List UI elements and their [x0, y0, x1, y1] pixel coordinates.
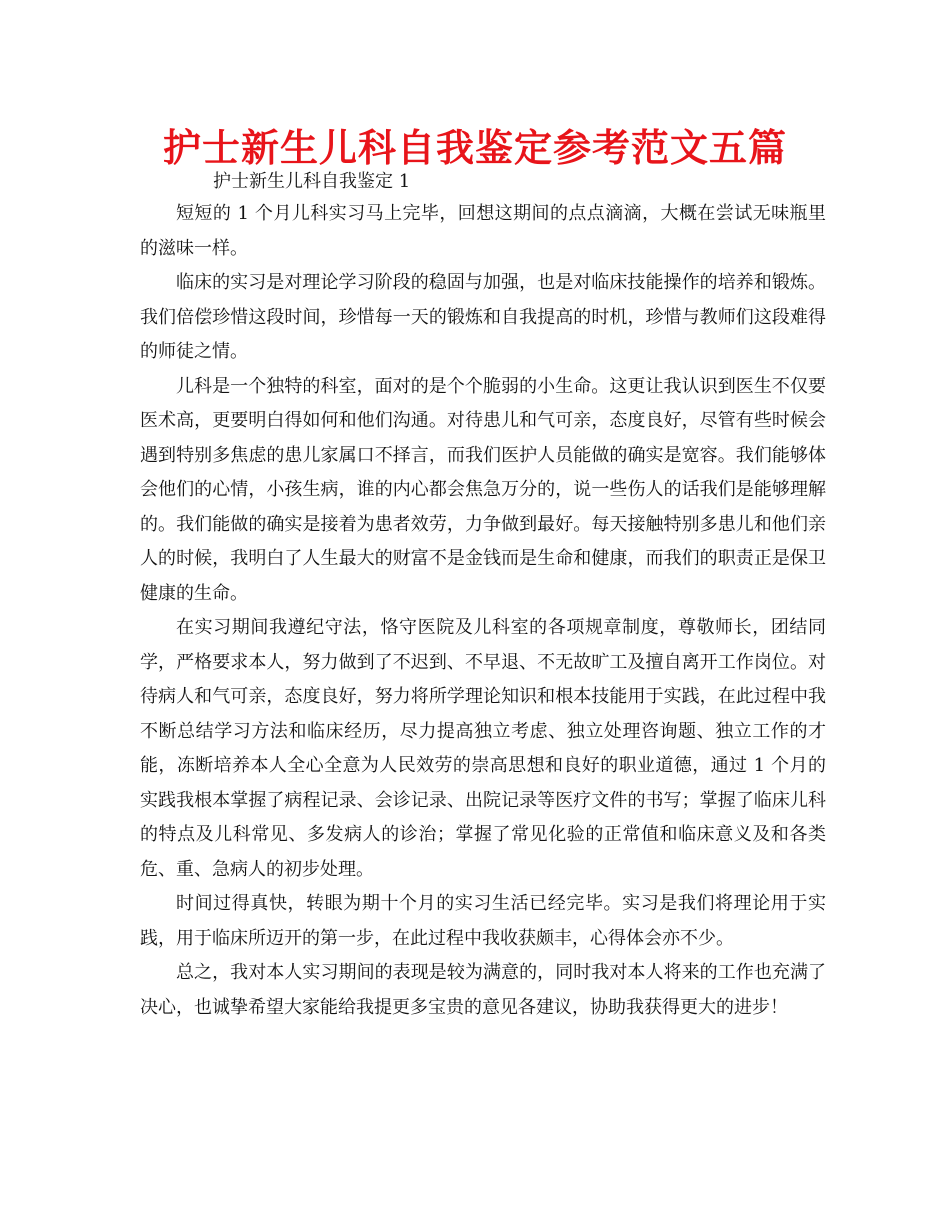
- section-heading: 护士新生儿科自我鉴定 1: [213, 171, 411, 192]
- paragraph-2: 临床的实习是对理论学习阶段的稳固与加强，也是对临床技能操作的培养和锻炼。我们倍偿珍惜这段时间，珍惜每一天的锻炼和自我提高的时机，珍惜与教师们这段难得的师徒之情。: [140, 272, 826, 362]
- paragraph-6: 总之，我对本人实习期间的表现是较为满意的，同时我对本人将来的工作也充满了决心，也诚挚希望大家能给我提更多宝贵的意见各建议，协助我获得更大的进步！: [140, 962, 826, 1018]
- paragraph-1: 短短的 1 个月儿科实习马上完毕，回想这期间的点点滴滴，大概在尝试无味瓶里的滋味一样。: [140, 203, 826, 259]
- paragraph-4: 在实习期间我遵纪守法，恪守医院及儿科室的各项规章制度，尊敬师长，团结同学，严格要求本人，努力做到了不迟到、不早退、不无故旷工及擅自离开工作岗位。对待病人和气可亲，态度良好，努力将所学理论知识和根本技能用于实践，在此过程中我不断总结学习方法和临床经历，尽力提高独立考虑、独立处理咨询题、独立工作的才能，冻断培养本人全心全意为人民效劳的崇高思想和良好的职业道德，通过 1 个月的实践我根本掌握了病程记录、会诊记录、出院记录等医疗文件的书写；掌握了临床儿科的特点及儿科常见、多发病人的诊治；掌握了常见化验的正常值和临床意义及和各类危、重、急病人的初步处理。: [140, 617, 826, 880]
- document-title: 护士新生儿科自我鉴定参考范文五篇: [162, 126, 787, 170]
- paragraph-3: 儿科是一个独特的科室，面对的是个个脆弱的小生命。这更让我认识到医生不仅要医术高，更要明白得如何和他们沟通。对待患儿和气可亲，态度良好，尽管有些时候会遇到特别多焦虑的患儿家属口不择言，而我们医护人员能做的确实是宽容。我们能够体会他们的心情，小孩生病，谁的内心都会焦急万分的，说一些伤人的话我们是能够理解的。我们能做的确实是接着为患者效劳，力争做到最好。每天接触特别多患儿和他们亲人的时候，我明白了人生最大的财富不是金钱而是生命和健康，而我们的职责正是保卫健康的生命。: [140, 375, 826, 604]
- paragraph-5: 时间过得真快，转眼为期十个月的实习生活已经完毕。实习是我们将理论用于实践，用于临床所迈开的第一步，在此过程中我收获颇丰，心得体会亦不少。: [140, 893, 826, 949]
- document-body: [140, 197, 826, 1025]
